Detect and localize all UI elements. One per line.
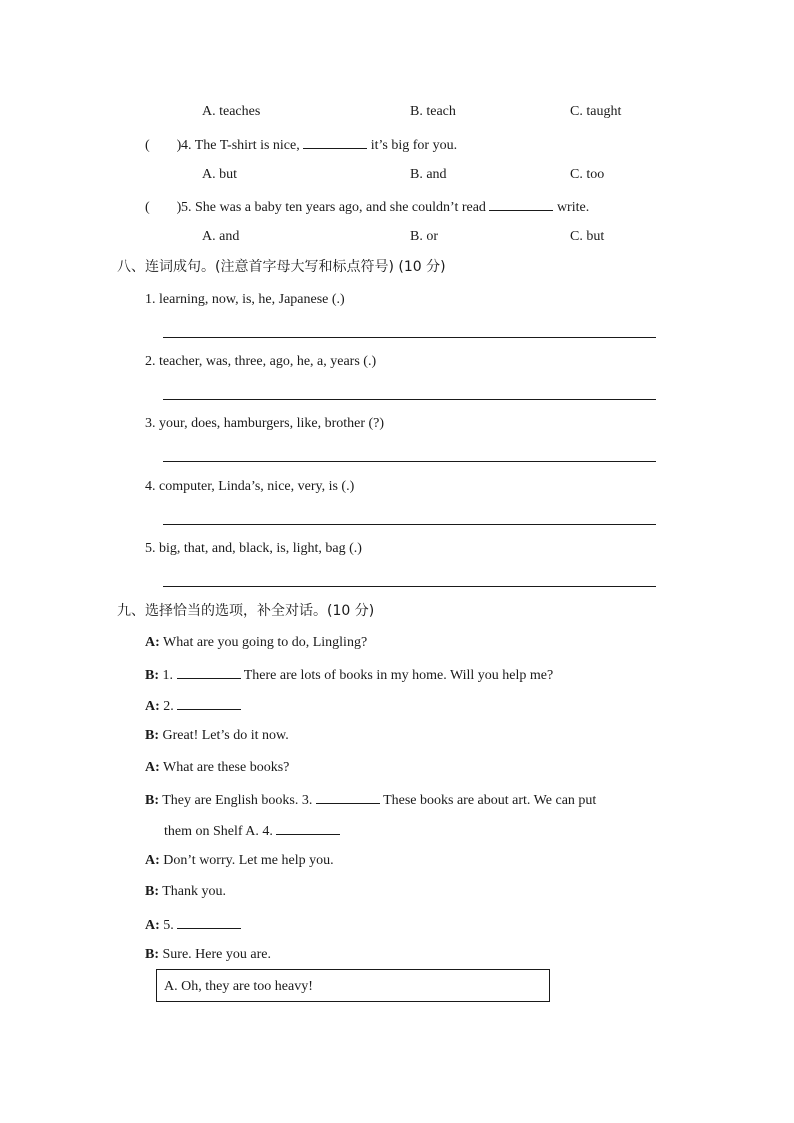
dialogue-text: Great! Let’s do it now. xyxy=(162,728,289,743)
blank-number: 2. xyxy=(163,699,174,714)
answer-paren[interactable]: ( ) xyxy=(145,138,182,153)
blank-number: 1. xyxy=(162,668,173,683)
answer-line-2[interactable] xyxy=(163,399,656,400)
answer-blank-1[interactable] xyxy=(177,666,241,679)
speaker-a: A: xyxy=(145,853,160,868)
dialogue-line-6 xyxy=(145,791,596,809)
dialogue-line-6-cont xyxy=(164,822,340,840)
dialogue-text: There are lots of books in my home. Will you help me? xyxy=(243,668,554,683)
answer-blank[interactable] xyxy=(303,136,367,149)
speaker-a: A: xyxy=(145,699,160,714)
dialogue-line-8 xyxy=(145,884,226,900)
sentence-item-4: 4. computer, Linda’s, nice, very, is (.) xyxy=(145,479,355,494)
speaker-a: A: xyxy=(145,760,160,775)
sentence-item-2: 2. teacher, was, three, ago, he, a, years (.) xyxy=(145,354,377,369)
question-4 xyxy=(145,136,457,154)
question-4-text-after: it’s big for you. xyxy=(370,138,458,153)
speaker-a: A: xyxy=(145,918,160,933)
dialogue-text: Sure. Here you are. xyxy=(162,947,271,962)
q5-option-b: B. or xyxy=(410,229,438,244)
blank-number: 5. xyxy=(163,918,174,933)
question-5 xyxy=(145,198,589,216)
speaker-b: B: xyxy=(145,728,159,743)
q3-option-b: B. teach xyxy=(410,104,456,119)
sentence-item-5: 5. big, that, and, black, is, light, bag (.) xyxy=(145,541,362,556)
dialogue-text: What are you going to do, Lingling? xyxy=(163,635,368,650)
answer-blank-4[interactable] xyxy=(276,822,340,835)
dialogue-text: They are English books. 3. xyxy=(162,793,313,808)
sentence-item-1: 1. learning, now, is, he, Japanese (.) xyxy=(145,292,345,307)
dialogue-line-4 xyxy=(145,728,289,744)
dialogue-line-3 xyxy=(145,697,241,715)
speaker-b: B: xyxy=(145,947,159,962)
option-box xyxy=(156,969,550,1002)
answer-paren[interactable]: ( ) xyxy=(145,200,182,215)
dialogue-line-5 xyxy=(145,760,289,776)
dialogue-text: Don’t worry. Let me help you. xyxy=(163,853,334,868)
q4-option-b: B. and xyxy=(410,167,447,182)
section-8-title: 八、连词成句。(注意首字母大写和标点符号) (10 分) xyxy=(117,259,446,275)
dialogue-line-9 xyxy=(145,916,241,934)
speaker-b: B: xyxy=(145,793,159,808)
dialogue-text: them on Shelf A. 4. xyxy=(164,824,273,839)
dialogue-text: Thank you. xyxy=(162,884,227,899)
option-box-text: A. Oh, they are too heavy! xyxy=(164,979,313,994)
q4-option-a: A. but xyxy=(202,167,237,182)
q3-option-a: A. teaches xyxy=(202,104,261,119)
section-9-title: 九、选择恰当的选项，补全对话。(10 分) xyxy=(117,603,375,619)
speaker-b: B: xyxy=(145,668,159,683)
answer-blank-3[interactable] xyxy=(316,791,380,804)
question-4-text: 4. The T-shirt is nice, xyxy=(181,138,300,153)
answer-blank[interactable] xyxy=(489,198,553,211)
dialogue-line-1 xyxy=(145,635,367,651)
dialogue-text: These books are about art. We can put xyxy=(383,793,597,808)
speaker-a: A: xyxy=(145,635,160,650)
dialogue-line-10 xyxy=(145,947,271,963)
q5-option-c: C. but xyxy=(570,229,605,244)
dialogue-line-2 xyxy=(145,666,553,684)
sentence-item-3: 3. your, does, hamburgers, like, brother (?) xyxy=(145,416,385,431)
q3-option-c: C. taught xyxy=(570,104,622,119)
q5-option-a: A. and xyxy=(202,229,240,244)
answer-blank-5[interactable] xyxy=(177,916,241,929)
answer-line-4[interactable] xyxy=(163,524,656,525)
answer-line-1[interactable] xyxy=(163,337,656,338)
answer-blank-2[interactable] xyxy=(177,697,241,710)
dialogue-text: What are these books? xyxy=(163,760,290,775)
question-5-text: 5. She was a baby ten years ago, and she couldn’t read xyxy=(181,200,486,215)
dialogue-line-7 xyxy=(145,853,334,869)
answer-line-3[interactable] xyxy=(163,461,656,462)
question-5-text-after: write. xyxy=(556,200,590,215)
q4-option-c: C. too xyxy=(570,167,605,182)
speaker-b: B: xyxy=(145,884,159,899)
answer-line-5[interactable] xyxy=(163,586,656,587)
